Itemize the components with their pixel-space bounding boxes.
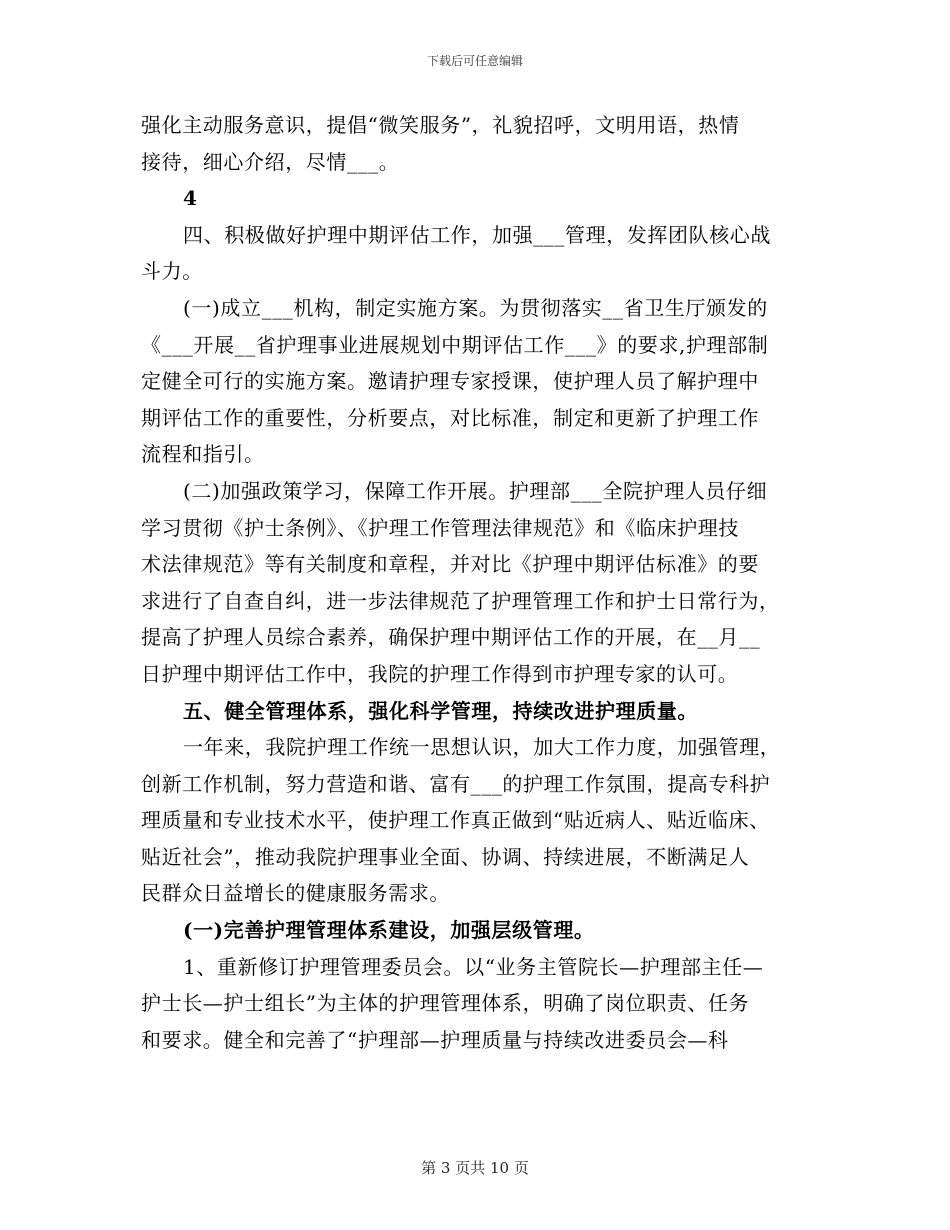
text-line: 五、健全管理体系，强化科学管理，持续改进护理质量。: [183, 698, 698, 723]
text-line: 提高了护理人员综合素养，确保护理中期评估工作的开展，在__月__: [141, 625, 761, 650]
text-line: 理质量和专业技术水平，使护理工作真正做到“贴近病人、贴近临床、: [141, 808, 770, 833]
text-line: 斗力。: [141, 259, 203, 284]
text-line: 4: [183, 186, 198, 211]
text-line: 日护理中期评估工作中，我院的护理工作得到市护理专家的认可。: [141, 661, 739, 686]
text-line: 和要求。健全和完善了“护理部—护理质量与持续改进委员会—科: [141, 1027, 729, 1052]
text-line: 流程和指引。: [141, 442, 265, 467]
text-line: 创新工作机制，努力营造和谐、富有___的护理工作氛围，提高专科护: [141, 771, 771, 796]
text-line: 接待，细心介绍，尽情___。: [141, 149, 400, 174]
text-line: 一年来，我院护理工作统一思想认识，加大工作力度，加强管理，: [183, 735, 781, 760]
text-line: (二)加强政策学习，保障工作开展。护理部___全院护理人员仔细: [183, 478, 768, 503]
text-line: 强化主动服务意识，提倡“微笑服务”，礼貌招呼，文明用语，热情: [141, 113, 740, 137]
text-line: 术法律规范》等有关制度和章程，并对比《护理中期评估标准》的要: [141, 552, 759, 577]
text-line: 民群众日益增长的健康服务需求。: [141, 881, 450, 906]
text-line: 学习贯彻《护士条例》、《护理工作管理法律规范》和《临床护理技: [141, 515, 739, 540]
text-line: 定健全可行的实施方案。邀请护理专家授课，使护理人员了解护理中: [141, 369, 759, 394]
page-header: 下载后可任意编辑: [426, 54, 523, 68]
text-line: (一)完善护理管理体系建设，加强层级管理。: [183, 918, 595, 943]
text-line: 1、重新修订护理管理委员会。以“业务主管院长—护理部主任—: [183, 954, 764, 979]
text-line: 求进行了自查自纠，进一步法律规范了护理管理工作和护士日常行为，: [141, 588, 780, 613]
text-line: 四、积极做好护理中期评估工作，加强___管理，发挥团队核心战: [183, 222, 771, 247]
text-line: 护士长—护士组长”为主体的护理管理体系，明确了岗位职责、任务: [141, 991, 750, 1016]
text-line: 期评估工作的重要性，分析要点，对比标准，制定和更新了护理工作: [141, 405, 759, 430]
page-footer: 第 3 页共 10 页: [421, 1159, 529, 1177]
text-line: 贴近社会”，推动我院护理事业全面、协调、持续进展，不断满足人: [141, 844, 750, 869]
document-body: [141, 107, 801, 1058]
text-line: 《___开展__省护理事业进展规划中期评估工作___》的要求,护理部制: [141, 332, 769, 357]
text-line: (一)成立___机构，制定实施方案。为贯彻落实__省卫生厅颁发的: [183, 295, 768, 320]
